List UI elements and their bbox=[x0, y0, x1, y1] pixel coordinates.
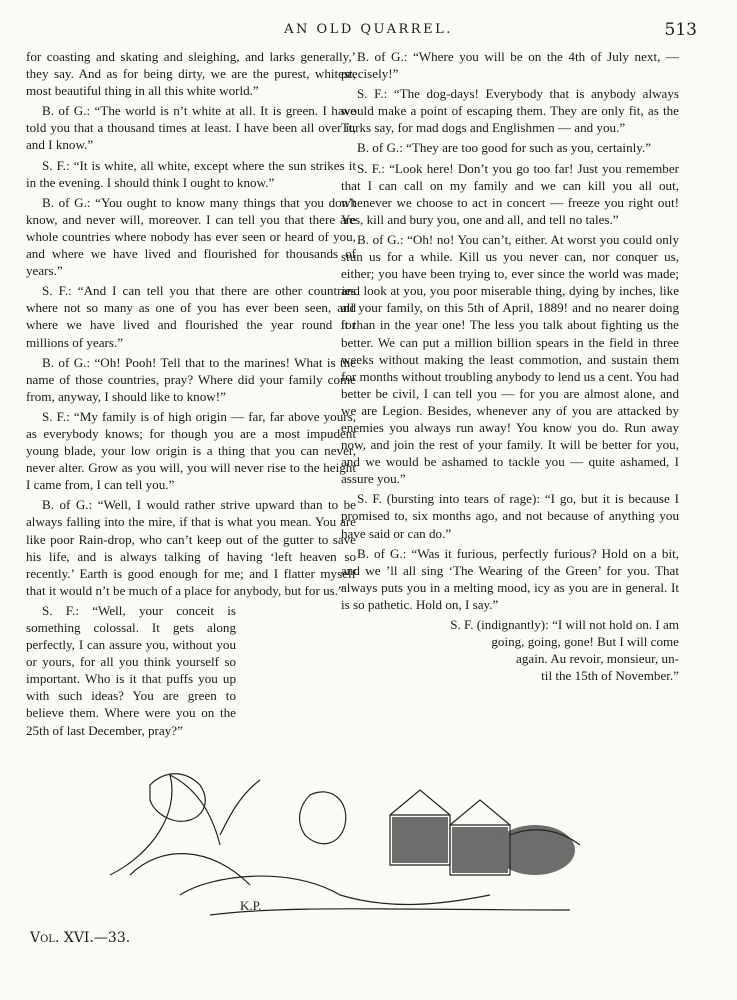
paragraph: B. of G.: “Oh! no! You can’t, either. At worst you could only stun us for a while. Kill us you never can, nor conquer us, either; you have been trying to, ever since the world was made; and look at you, you poor miserable thing, dying by inches, like all your family, on this 5th of April, 1889! and no nearer doing it than in the year one! The less you talk about fighting us the better. We can put a million billion spears in the field in three weeks without making the least commotion, and sustain them for months without troubling anybody to lend us a cent. You had better be civil, I can tell you — for you are almost alone, and we are Legion. Besides, whenever any of you are attacked by enemies you always run away! You know you do. Run away now, and join the rest of your family. It will be better for you, and we would be ashamed to tackle you — quite ashamed, I assure you.” bbox=[341, 231, 679, 487]
right-column bbox=[341, 48, 679, 684]
paragraph: B. of G.: “Well, I would rather strive upward than to be always falling into the mire, if that is what you mean. You are like poor Rain-drop, who can’t keep out of the gutter to save his life, and is always talking of having ‘left heaven so recently.’ Earth is good enough for me; and I flatter myself that it would n’t be much of a place for anybody, but for us.” bbox=[26, 497, 356, 598]
paragraph: for coasting and skating and sleighing, and larks generally,’ they say. And as for being dirty, we are the purest, whitest, most beautiful thing in all this white world.” bbox=[26, 49, 356, 99]
closing-line: again. Au revoir, monsieur, un- bbox=[516, 651, 679, 667]
page-number: 513 bbox=[664, 20, 697, 40]
paragraph: S. F.: “My family is of high origin — far, far above yours, as everybody knows; for though you are a most impudent young blade, your low origin is a thing that you can never, never alter. Grow as you will, you will never rise to the height I came from, I can tell you.” bbox=[26, 408, 356, 493]
paragraph: B. of G.: “Was it furious, perfectly furious? Hold on a bit, and we ’ll all sing ‘The Wearing of the Green’ for you. That always puts you in a melting mood, icy as you are in general. It is so pathetic. Hold on, I say.” bbox=[341, 545, 679, 612]
closing-line: S. F. (indignantly): “I will not hold on. I am bbox=[450, 617, 679, 632]
artist-signature: K.P. bbox=[240, 898, 262, 913]
paragraph: S. F.: “Look here! Don’t you go too far! Just you remember that I can call on my family and we can kill you all out, whenever we choose to act in concert — freeze you right out! Yes, kill and bury you, one and all, and tell no tales.” bbox=[341, 160, 679, 227]
paragraph: S. F.: “It is white, all white, except where the sun strikes it in the evening. I should think I ought to know.” bbox=[26, 157, 356, 190]
left-column bbox=[26, 48, 356, 742]
plant-illustration bbox=[90, 755, 590, 940]
closing-paragraph bbox=[341, 616, 679, 684]
volume-footer: Vol. XVI.—33. bbox=[30, 930, 131, 946]
paragraph: S. F. (bursting into tears of rage): “I go, but it is because I promised to, six months ago, and not because of anything you have said or can do.” bbox=[341, 491, 679, 541]
closing-line: going, going, gone! But I will come bbox=[491, 634, 679, 650]
paragraph: S. F.: “The dog-days! Everybody that is anybody always would make a point of escaping them. They are only fit, as the Turks say, for mad dogs and Englishmen — and you.” bbox=[341, 86, 679, 136]
paragraph: B. of G.: “You ought to know many things that you don’t know, and never will, moreover. I can tell you that there are whole countries where nobody has ever seen or heard of you, and where we have lived and flourished for thousands of years.” bbox=[26, 194, 356, 279]
paragraph: B. of G.: “The world is n’t white at all. It is green. I have told you that a thousand times at least. I have been all over it, and I know.” bbox=[26, 103, 356, 153]
running-title: AN OLD QUARREL. bbox=[284, 22, 453, 37]
paragraph: B. of G.: “Where you will be on the 4th of July next, — precisely!” bbox=[341, 49, 679, 82]
paragraph: S. F.: “Well, your conceit is something colossal. It gets along perfectly, I can assure you, without you or yours, for all you think yourself so important. Who is it that puffs you up with such ideas? You are green to believe them. Where were you on the 25th of last December, pray?” bbox=[26, 602, 236, 738]
paragraph: S. F.: “And I can tell you that there are other countries where not so many as one of you has ever been seen, and where we have lived and flourished the year round for millions of years.” bbox=[26, 283, 356, 350]
closing-line: til the 15th of November.” bbox=[541, 668, 679, 684]
page-header bbox=[0, 20, 737, 44]
paragraph: B. of G.: “They are too good for such as you, certainly.” bbox=[357, 140, 652, 156]
paragraph: B. of G.: “Oh! Pooh! Tell that to the marines! What is the name of those countries, pray? Where did your family come from, anyway, I should like to know!” bbox=[26, 354, 356, 404]
